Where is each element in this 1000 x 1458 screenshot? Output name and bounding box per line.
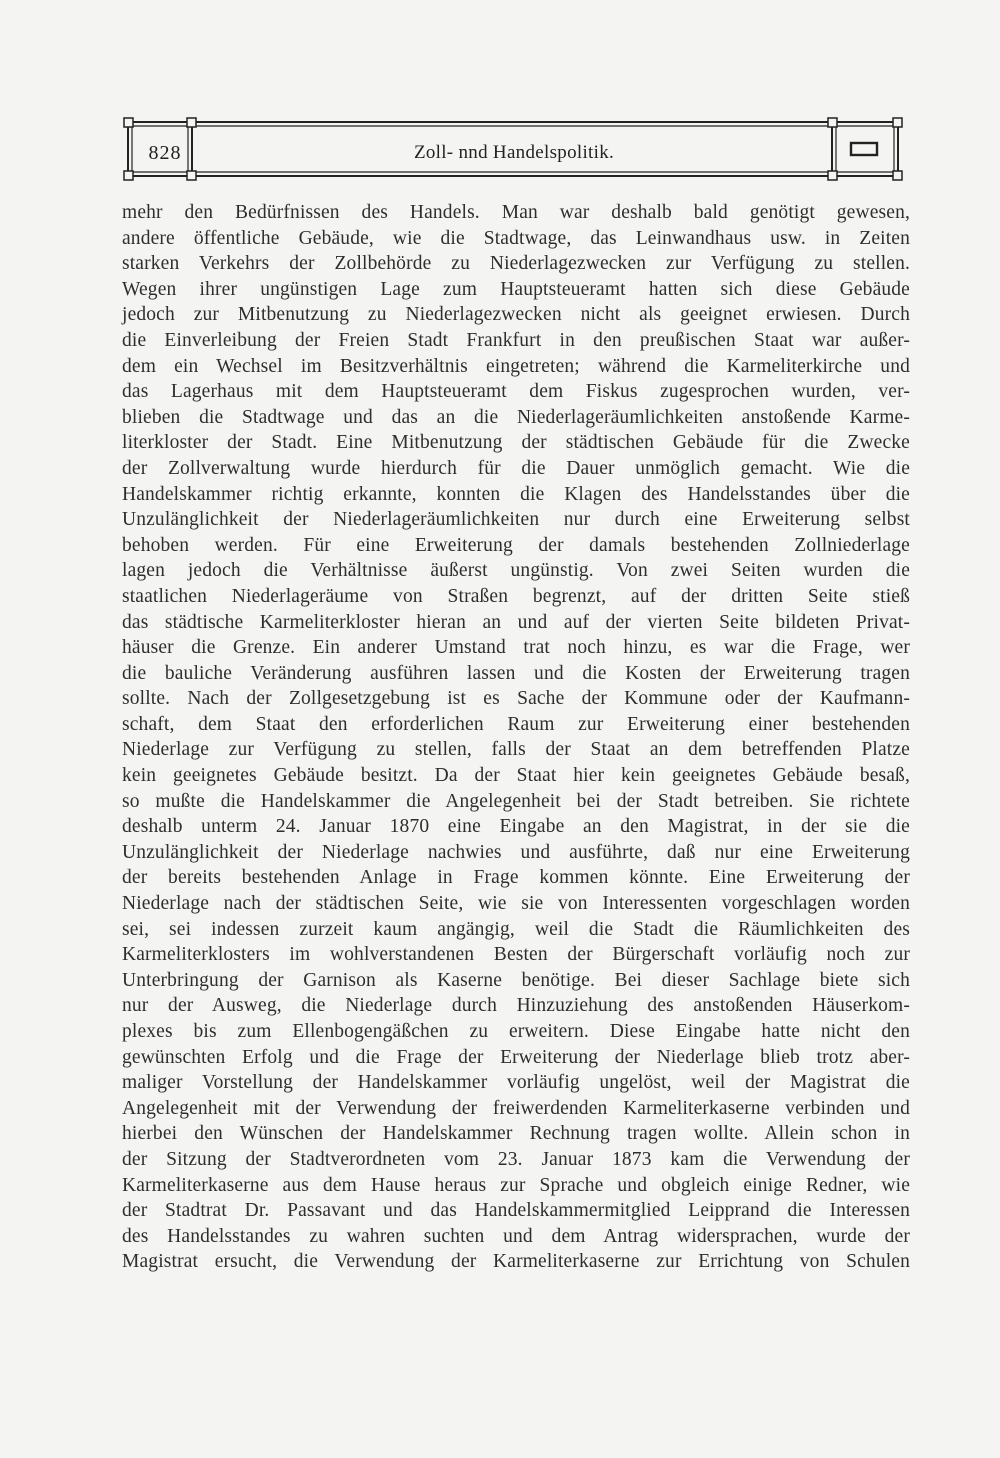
text-line: die bauliche Veränderung ausführen lassen und die Kosten der Erweiterung tragen [122, 662, 910, 684]
text-line: andere öffentliche Gebäude, wie die Stadtwage, das Leinwandhaus usw. in Zeiten [122, 227, 910, 249]
text-line: hierbei den Wünschen der Handelskammer Rechnung tragen wollte. Allein schon in [122, 1123, 910, 1145]
text-line: die Einverleibung der Freien Stadt Frankfurt in den preußischen Staat war außer- [122, 329, 910, 351]
text-line: Wegen ihrer ungünstigen Lage zum Hauptsteueramt hatten sich diese Gebäude [122, 278, 910, 300]
text-line: starken Verkehrs der Zollbehörde zu Niederlagezwecken zur Verfügung zu stellen. [122, 253, 910, 275]
body-paragraph [122, 200, 910, 1275]
text-line: des Handelsstandes zu wahren suchten und dem Antrag widersprachen, wurde der [122, 1225, 910, 1247]
text-line: der bereits bestehenden Anlage in Frage kommen könnte. Eine Erweiterung der [122, 867, 910, 889]
text-line: gewünschten Erfolg und die Frage der Erweiterung der Niederlage blieb trotz aber- [122, 1046, 910, 1068]
text-line: der Zollverwaltung wurde hierdurch für die Dauer unmöglich gemacht. Wie die [122, 457, 910, 479]
text-line: der Sitzung der Stadtverordneten vom 23. Januar 1873 kam die Verwendung der [122, 1148, 910, 1170]
text-line: Magistrat ersucht, die Verwendung der Karmeliterkaserne zur Errichtung von Schulen [122, 1251, 910, 1273]
text-line: staatlichen Niederlageräume von Straßen begrenzt, auf der dritten Seite stieß [122, 585, 910, 607]
text-line: das städtische Karmeliterkloster hieran an und auf der vierten Seite bildeten Privat- [122, 611, 910, 633]
page-number: 828 [148, 142, 182, 164]
text-line: häuser die Grenze. Ein anderer Umstand trat noch hinzu, es war die Frage, wer [122, 637, 910, 659]
text-line: dem ein Wechsel im Besitzverhältnis eingetreten; während die Karmeliterkirche und [122, 355, 910, 377]
text-line: Niederlage zur Verfügung zu stellen, falls der Staat an dem betreffenden Platze [122, 739, 910, 761]
text-line: nur der Ausweg, die Niederlage durch Hinzuziehung des anstoßenden Häuserkom- [122, 995, 910, 1017]
text-line: Handelskammer richtig erkannte, konnten die Klagen des Handelsstandes über die [122, 483, 910, 505]
text-line: Unzulänglichkeit der Niederlage nachwies und ausführte, daß nur eine Erweiterung [122, 841, 910, 863]
text-line: mehr den Bedürfnissen des Handels. Man war deshalb bald genötigt gewesen, [122, 202, 910, 223]
text-line: Karmeliterkaserne aus dem Hause heraus zur Sprache und obgleich einige Redner, wie [122, 1174, 910, 1196]
text-line: so mußte die Handelskammer die Angelegenheit bei der Stadt betreiben. Sie richtete [122, 790, 910, 812]
text-line: sollte. Nach der Zollgesetzgebung ist es Sache der Kommune oder der Kaufmann- [122, 688, 910, 710]
text-line: jedoch zur Mitbenutzung zu Niederlagezwecken nicht als geeignet erwiesen. Durch [122, 304, 910, 326]
text-line: Niederlage nach der städtischen Seite, wie sie von Interessenten vorgeschlagen worden [122, 893, 910, 915]
running-title: Zoll- nnd Handelspolitik. [413, 142, 615, 163]
text-line: kein geeignetes Gebäude besitzt. Da der Staat hier kein geeignetes Gebäude besaß, [122, 765, 910, 787]
text-line: blieben die Stadtwage und das an die Niederlageräumlichkeiten anstoßende Karme- [122, 406, 910, 428]
text-line: Karmeliterklosters im wohlverstandenen Besten der Bürgerschaft vorläufig noch zur [122, 944, 910, 966]
text-line: deshalb unterm 24. Januar 1870 eine Eingabe an den Magistrat, in der sie die [122, 816, 910, 838]
text-line: sei, sei indessen zurzeit kaum angängig, weil die Stadt die Räumlichkeiten des [122, 918, 910, 940]
running-header [118, 112, 908, 186]
text-line: der Stadtrat Dr. Passavant und das Handelskammermitglied Leipprand die Interessen [122, 1200, 910, 1222]
text-line: behoben werden. Für eine Erweiterung der damals bestehenden Zollniederlage [122, 534, 910, 556]
text-line: literkloster der Stadt. Eine Mitbenutzung der städtischen Gebäude für die Zwecke [122, 432, 910, 454]
text-line: schaft, dem Staat den erforderlichen Raum zur Erweiterung einer bestehenden [122, 713, 910, 735]
text-line: lagen jedoch die Verhältnisse äußerst ungünstig. Von zwei Seiten wurden die [122, 560, 910, 582]
text-line: das Lagerhaus mit dem Hauptsteueramt dem Fiskus zugesprochen wurden, ver- [122, 381, 910, 403]
text-line: Unterbringung der Garnison als Kaserne benötige. Bei dieser Sachlage biete sich [122, 969, 910, 991]
text-line: Unzulänglichkeit der Niederlageräumlichkeiten nur durch eine Erweiterung selbst [122, 509, 910, 531]
text-line: plexes bis zum Ellenbogengäßchen zu erweitern. Diese Eingabe hatte nicht den [122, 1021, 910, 1042]
text-line: maliger Vorstellung der Handelskammer vorläufig ungelöst, weil der Magistrat die [122, 1072, 910, 1094]
text-line: Angelegenheit mit der Verwendung der freiwerdenden Karmeliterkaserne verbinden und [122, 1097, 910, 1119]
